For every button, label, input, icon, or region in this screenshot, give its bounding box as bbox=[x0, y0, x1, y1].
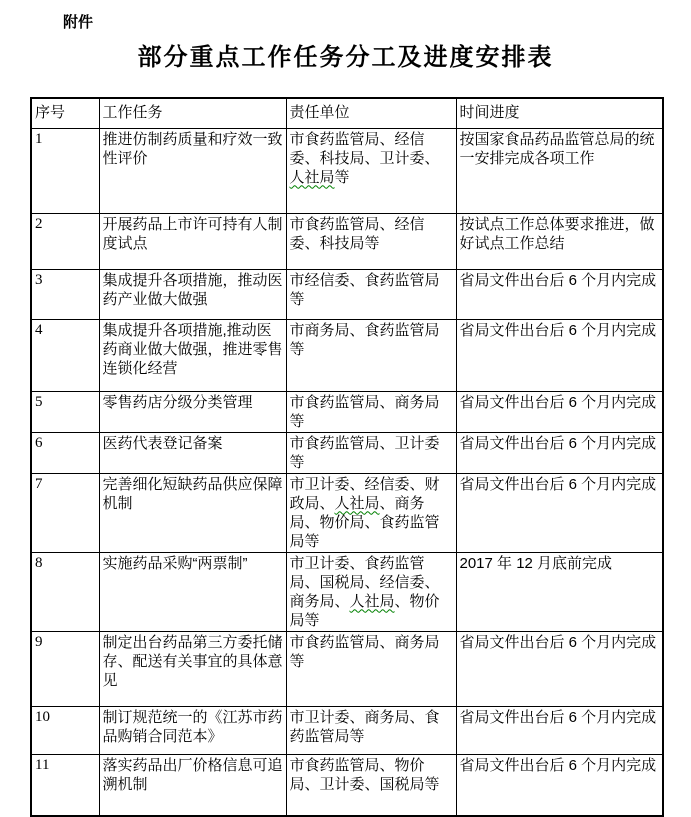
cell-task: 落实药品出厂价格信息可追溯机制 bbox=[99, 754, 286, 816]
units-text: 市食药监管局、经信委、科技局等 bbox=[289, 215, 425, 252]
cell-time: 省局文件出台后 6 个月内完成 bbox=[456, 432, 663, 473]
table-row bbox=[31, 319, 663, 391]
cell-time: 省局文件出台后 6 个月内完成 bbox=[456, 631, 663, 706]
cell-seq: 3 bbox=[31, 269, 99, 319]
table-row bbox=[31, 128, 663, 213]
cell-seq: 5 bbox=[31, 391, 99, 432]
cell-seq: 11 bbox=[31, 754, 99, 816]
header-row bbox=[31, 98, 663, 128]
cell-units bbox=[286, 706, 456, 754]
units-text: 市食药监管局、商务局等 bbox=[289, 633, 440, 670]
cell-units bbox=[286, 552, 456, 631]
units-text: 市食药监管局、卫计委等 bbox=[289, 434, 440, 471]
cell-units bbox=[286, 269, 456, 319]
cell-seq: 6 bbox=[31, 432, 99, 473]
units-text: 市经信委、食药监管局等 bbox=[289, 271, 440, 308]
cell-units bbox=[286, 754, 456, 816]
cell-time: 省局文件出台后 6 个月内完成 bbox=[456, 391, 663, 432]
spellcheck-flagged-text: 人社局 bbox=[349, 592, 395, 610]
cell-time: 按试点工作总体要求推进，做好试点工作总结 bbox=[456, 213, 663, 269]
units-text: 、商务局、物价局、食药监管局等 bbox=[289, 494, 440, 550]
task-schedule-table bbox=[30, 97, 664, 817]
cell-seq: 10 bbox=[31, 706, 99, 754]
table-row bbox=[31, 706, 663, 754]
units-text: 市卫计委、食药监管局、国税局、经信委、商务局、 bbox=[289, 554, 440, 610]
cell-seq: 9 bbox=[31, 631, 99, 706]
table-row bbox=[31, 754, 663, 816]
cell-seq: 1 bbox=[31, 128, 99, 213]
table-row bbox=[31, 552, 663, 631]
table-body bbox=[31, 128, 663, 816]
units-text: 市食药监管局、商务局等 bbox=[289, 393, 440, 430]
units-text: 市食药监管局、物价局、卫计委、国税局等 bbox=[289, 756, 440, 793]
table-row bbox=[31, 213, 663, 269]
cell-units bbox=[286, 128, 456, 213]
table-row bbox=[31, 269, 663, 319]
spellcheck-flagged-text: 人社局 bbox=[334, 494, 380, 512]
attachment-label: 附件 bbox=[63, 14, 94, 31]
cell-task: 零售药店分级分类管理 bbox=[99, 391, 286, 432]
cell-task: 制订规范统一的《江苏市药品购销合同范本》 bbox=[99, 706, 286, 754]
cell-time: 省局文件出台后 6 个月内完成 bbox=[456, 269, 663, 319]
units-text: 市卫计委、商务局、食药监管局等 bbox=[289, 708, 440, 745]
units-text: 等 bbox=[334, 168, 350, 186]
header-seq: 序号 bbox=[31, 98, 99, 128]
table-row bbox=[31, 432, 663, 473]
units-text: 市卫计委、经信委、财政局、 bbox=[289, 475, 440, 512]
cell-task: 推进仿制药质量和疗效一致性评价 bbox=[99, 128, 286, 213]
cell-task: 集成提升各项措施，推动医药产业做大做强 bbox=[99, 269, 286, 319]
cell-task: 医药代表登记备案 bbox=[99, 432, 286, 473]
units-text: 市食药监管局、经信委、科技局、卫计委、 bbox=[289, 130, 440, 167]
cell-time: 省局文件出台后 6 个月内完成 bbox=[456, 706, 663, 754]
cell-time: 省局文件出台后 6 个月内完成 bbox=[456, 754, 663, 816]
table-row bbox=[31, 631, 663, 706]
units-text: 市商务局、食药监管局等 bbox=[289, 321, 440, 358]
cell-units bbox=[286, 319, 456, 391]
cell-units bbox=[286, 432, 456, 473]
cell-seq: 2 bbox=[31, 213, 99, 269]
page-title: 部分重点工作任务分工及进度安排表 bbox=[137, 44, 554, 71]
cell-time: 按国家食品药品监管总局的统一安排完成各项工作 bbox=[456, 128, 663, 213]
spellcheck-flagged-text: 人社局 bbox=[289, 168, 335, 186]
cell-units bbox=[286, 631, 456, 706]
cell-units bbox=[286, 473, 456, 552]
cell-units bbox=[286, 391, 456, 432]
header-units: 责任单位 bbox=[286, 98, 456, 128]
cell-task: 开展药品上市许可持有人制度试点 bbox=[99, 213, 286, 269]
cell-task: 完善细化短缺药品供应保障机制 bbox=[99, 473, 286, 552]
cell-task: 制定出台药品第三方委托储存、配送有关事宜的具体意见 bbox=[99, 631, 286, 706]
cell-task: 集成提升各项措施,推动医药商业做大做强，推进零售连锁化经营 bbox=[99, 319, 286, 391]
cell-seq: 8 bbox=[31, 552, 99, 631]
header-time: 时间进度 bbox=[456, 98, 663, 128]
cell-seq: 7 bbox=[31, 473, 99, 552]
units-text: 、物价局等 bbox=[289, 592, 440, 629]
cell-time: 省局文件出台后 6 个月内完成 bbox=[456, 473, 663, 552]
table-row bbox=[31, 391, 663, 432]
cell-time: 2017 年 12 月底前完成 bbox=[456, 552, 663, 631]
header-task: 工作任务 bbox=[99, 98, 286, 128]
cell-seq: 4 bbox=[31, 319, 99, 391]
table-row bbox=[31, 473, 663, 552]
cell-units bbox=[286, 213, 456, 269]
cell-time: 省局文件出台后 6 个月内完成 bbox=[456, 319, 663, 391]
cell-task: 实施药品采购“两票制” bbox=[99, 552, 286, 631]
